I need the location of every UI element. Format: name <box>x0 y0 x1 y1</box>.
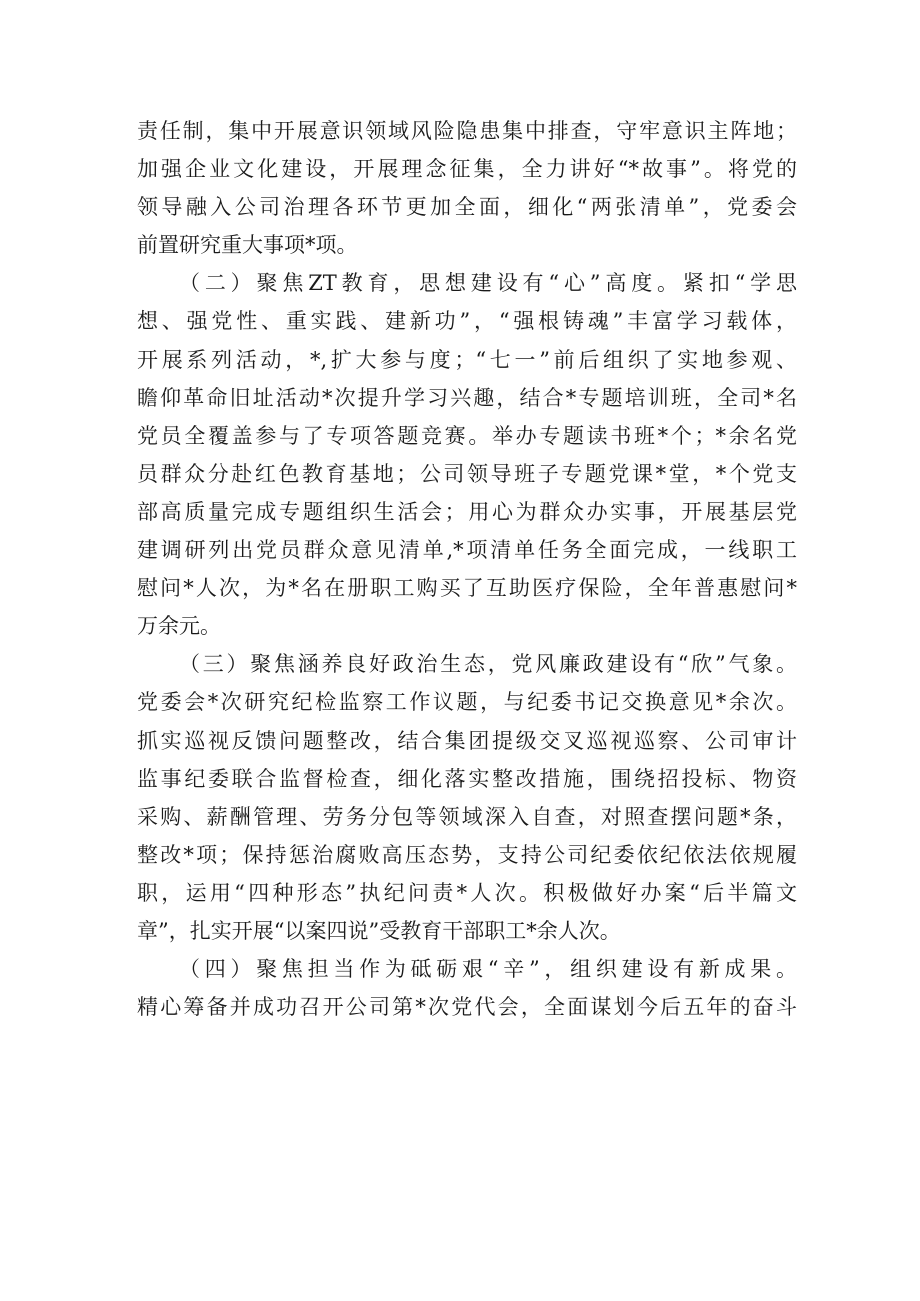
paragraph-line: （四）聚焦担当作为砥砺艰“辛”，组织建设有新成果。 <box>179 957 797 982</box>
paragraph-line: 整改*项；保持惩治腐败高压态势，支持公司纪委依纪依法依规履 <box>137 842 797 867</box>
paragraph-line: 责任制，集中开展意识领域风险隐患集中排查，守牢意识主阵地； <box>137 119 797 143</box>
paragraph-line: 抓实巡视反馈问题整改，结合集团提级交叉巡视巡察、公司审计 <box>137 728 797 753</box>
paragraph-line: 采购、薪酬管理、劳务分包等领域深入自查，对照查摆问题*条， <box>137 804 797 829</box>
paragraph-line: （二）聚焦ZT教育，思想建设有“心”高度。紧扣“学思 <box>179 271 797 296</box>
paragraph-line: 想、强党性、重实践、建新功”，“强根铸魂”丰富学习载体， <box>137 309 797 334</box>
paragraph-line: 建调研列出党员群众意见清单,*项清单任务全面完成，一线职工 <box>137 538 797 563</box>
paragraph-line: （三）聚焦涵养良好政治生态，党风廉政建设有“欣”气象。 <box>179 652 797 677</box>
paragraph-line: 党员全覆盖参与了专项答题竞赛。举办专题读书班*个；*余名党 <box>137 423 797 448</box>
paragraph-line: 精心筹备并成功召开公司第*次党代会，全面谋划今后五年的奋斗 <box>137 995 797 1020</box>
paragraph-line: 部高质量完成专题组织生活会；用心为群众办实事，开展基层党 <box>137 499 797 524</box>
paragraph-line: 万余元。 <box>137 614 221 639</box>
paragraph-line: 监事纪委联合监督检查，细化落实整改措施，围绕招投标、物资 <box>137 766 797 791</box>
paragraph-line: 党委会*次研究纪检监察工作议题，与纪委书记交换意见*余次。 <box>137 690 797 715</box>
paragraph <box>137 264 797 645</box>
paragraph-line: 员群众分赴红色教育基地；公司领导班子专题党课*堂，*个党支 <box>137 461 797 486</box>
paragraph <box>137 645 797 950</box>
paragraph-line: 加强企业文化建设，开展理念征集，全力讲好“*故事”。将党的 <box>137 157 797 182</box>
paragraph-line: 慰问*人次，为*名在册职工购买了互助医疗保险，全年普惠慰问* <box>137 576 797 601</box>
paragraph-line: 章”，扎实开展“以案四说”受教育干部职工*余人次。 <box>137 918 621 943</box>
paragraph <box>137 112 797 264</box>
document-body <box>137 112 797 1026</box>
paragraph-line: 前置研究重大事项*项。 <box>137 233 358 258</box>
paragraph-line: 领导融入公司治理各环节更加全面，细化“两张清单”，党委会 <box>137 195 797 220</box>
paragraph-line: 开展系列活动，*,扩大参与度；“七一”前后组织了实地参观、 <box>137 347 797 372</box>
paragraph <box>137 950 797 1026</box>
paragraph-line: 职，运用“四种形态”执纪问责*人次。积极做好办案“后半篇文 <box>137 880 797 905</box>
paragraph-line: 瞻仰革命旧址活动*次提升学习兴趣，结合*专题培训班，全司*名 <box>137 385 797 410</box>
